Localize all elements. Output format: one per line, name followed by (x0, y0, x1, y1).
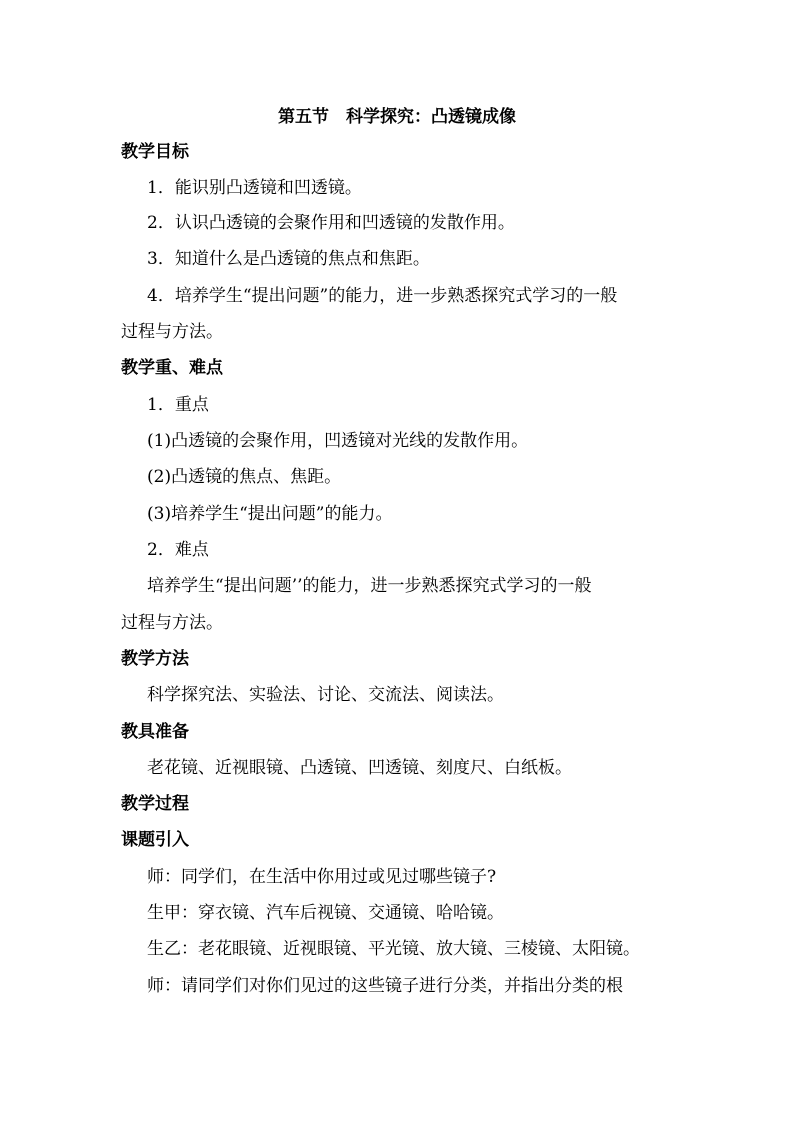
difficult-point-label: 2．难点 (147, 540, 209, 560)
dialogue-line-1: 师：同学们，在生活中你用过或见过哪些镜子? (147, 867, 497, 887)
section-heading-tools: 教具准备 (121, 722, 189, 742)
key-point-item-1: (1)凸透镜的会聚作用，凹透镜对光线的发散作用。 (147, 431, 529, 451)
section-heading-process: 教学过程 (121, 794, 189, 814)
objective-item-1: 1．能识别凸透镜和凹透镜。 (147, 178, 362, 198)
section-heading-objectives: 教学目标 (121, 142, 189, 162)
methods-text: 科学探究法、实验法、讨论、交流法、阅读法。 (147, 685, 504, 705)
key-point-label: 1．重点 (147, 395, 209, 415)
objective-item-3: 3．知道什么是凸透镜的焦点和焦距。 (147, 249, 430, 269)
section-heading-key-points: 教学重、难点 (121, 358, 223, 378)
key-point-item-2: (2)凸透镜的焦点、焦距。 (147, 467, 342, 487)
objective-item-4: 4．培养学生“提出问题”的能力，进一步熟悉探究式学习的一般 (147, 286, 618, 306)
difficult-point-text: 培养学生“提出问题’’的能力，进一步熟悉探究式学习的一般 (147, 576, 592, 596)
dialogue-line-3: 生乙：老花眼镜、近视眼镜、平光镜、放大镜、三棱镜、太阳镜。 (147, 939, 640, 959)
tools-text: 老花镜、近视眼镜、凸透镜、凹透镜、刻度尺、白纸板。 (147, 758, 572, 778)
dialogue-line-2: 生甲：穿衣镜、汽车后视镜、交通镜、哈哈镜。 (147, 903, 504, 923)
difficult-point-continuation: 过程与方法。 (121, 613, 223, 633)
section-subheading-intro: 课题引入 (121, 830, 189, 850)
objective-item-4-continuation: 过程与方法。 (121, 322, 223, 342)
dialogue-line-4: 师：请同学们对你们见过的这些镜子进行分类，并指出分类的根 (147, 976, 623, 996)
section-heading-methods: 教学方法 (121, 649, 189, 669)
page-title: 第五节 科学探究：凸透镜成像 (278, 107, 516, 127)
objective-item-2: 2．认识凸透镜的会聚作用和凹透镜的发散作用。 (147, 213, 515, 233)
key-point-item-3: (3)培养学生“提出问题”的能力。 (147, 504, 393, 524)
